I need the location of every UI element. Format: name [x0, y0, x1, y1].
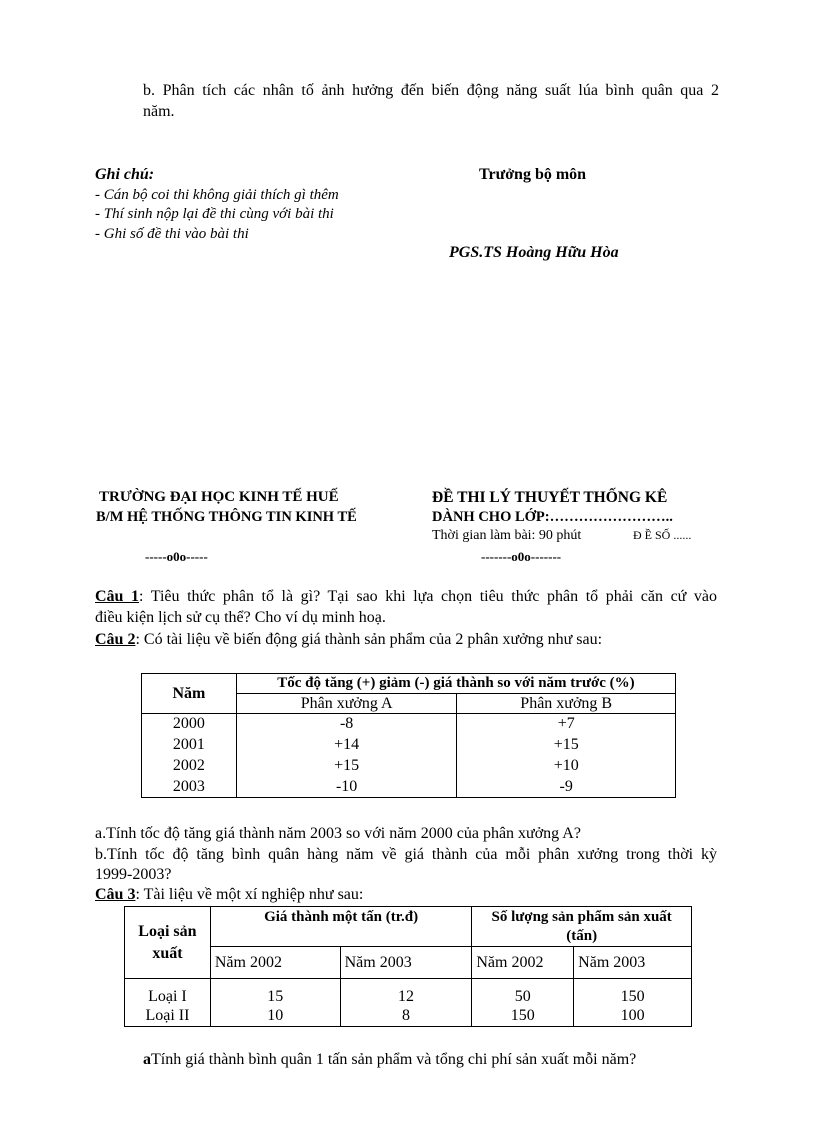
production-table [124, 906, 692, 1027]
question-3a-prefix: a [143, 1051, 151, 1068]
header-workshop-b: Phân xưởng B [457, 694, 676, 714]
table-row [142, 714, 676, 735]
question-3a [143, 1051, 636, 1069]
cell-price-2003: 8 [340, 1007, 472, 1027]
header-year: Năm [142, 674, 237, 714]
question-2b-line1: b.Tính tốc độ tăng bình quân hàng năm về giá thành của mỗi phân xưởng trong thời kỳ [95, 846, 717, 863]
cell-year: 2003 [142, 777, 237, 798]
question-3-text: : Tài liệu về một xí nghiệp như sau: [135, 886, 364, 903]
cell-price-2003: 12 [340, 987, 472, 1007]
question-1-line1 [95, 588, 717, 606]
header-quantity-group: Số lượng sản phẩm sản xuất (tấn) [472, 907, 692, 947]
part-b-line2: năm. [143, 103, 175, 120]
exam-separator: -------o0o------- [481, 549, 562, 564]
cell-b: +15 [457, 735, 676, 756]
price-change-table [141, 673, 676, 798]
table-row [142, 777, 676, 798]
cell-type: Loại II [125, 1007, 211, 1027]
question-2b-line2: 1999-2003? [95, 866, 172, 883]
notes-title: Ghi chú: [95, 166, 155, 183]
table-row [142, 756, 676, 777]
class-line: DÀNH CHO LỚP:…………………….. [432, 509, 673, 525]
question-2-label: Câu 2 [95, 631, 136, 648]
cell-a: +15 [236, 756, 457, 777]
cell-qty-2003: 100 [574, 1007, 692, 1027]
cell-a: +14 [236, 735, 457, 756]
signature-name: PGS.TS Hoàng Hữu Hòa [449, 244, 619, 261]
cell-a: -8 [236, 714, 457, 735]
cell-price-2002: 10 [210, 1007, 340, 1027]
question-2-intro [95, 631, 602, 649]
cell-b: +10 [457, 756, 676, 777]
part-b-line1: b. Phân tích các nhân tố ảnh hưởng đến biến động năng suất lúa bình quân qua 2 [143, 82, 719, 99]
signature-role: Trưởng bộ môn [479, 166, 587, 183]
header-price-group: Giá thành một tấn (tr.đ) [210, 907, 471, 947]
header-rate-group: Tốc độ tăng (+) giảm (-) giá thành so với năm trước (%) [236, 674, 675, 694]
question-2-text: : Có tài liệu về biến động giá thành sản phẩm của 2 phân xưởng như sau: [135, 631, 603, 648]
header-price-2003: Năm 2003 [340, 947, 472, 979]
school-name: TRƯỜNG ĐẠI HỌC KINH TẾ HUẾ [99, 489, 339, 505]
question-3-intro [95, 886, 363, 904]
cell-b: -9 [457, 777, 676, 798]
header-qty-2002: Năm 2002 [472, 947, 574, 979]
exam-title: ĐỀ THI LÝ THUYẾT THỐNG KÊ [432, 489, 668, 506]
header-workshop-a: Phân xưởng A [236, 694, 457, 714]
cell-qty-2003: 150 [574, 987, 692, 1007]
header-qty-2003: Năm 2003 [574, 947, 692, 979]
time-line: Thời gian làm bài: 90 phút [432, 528, 582, 543]
table-row [125, 987, 692, 1007]
header-product-type-1: Loại sản [138, 922, 197, 940]
cell-year: 2002 [142, 756, 237, 777]
table-row [125, 1007, 692, 1027]
department-name: B/M HỆ THỐNG THÔNG TIN KINH TẾ [96, 509, 357, 525]
question-3-label: Câu 3 [95, 886, 136, 903]
note-item: - Cán bộ coi thi không giải thích gì thêm [95, 187, 339, 203]
cell-b: +7 [457, 714, 676, 735]
question-2a: a.Tính tốc độ tăng giá thành năm 2003 so với năm 2000 của phân xưởng A? [95, 825, 581, 842]
school-separator: -----o0o----- [145, 549, 208, 564]
question-3a-text: Tính giá thành bình quân 1 tấn sản phẩm và tổng chi phí sản xuất mỗi năm? [151, 1051, 637, 1068]
question-1-line2: điều kiện lịch sử cụ thể? Cho ví dụ minh hoạ. [95, 609, 386, 626]
cell-type: Loại I [125, 987, 211, 1007]
cell-qty-2002: 150 [472, 1007, 574, 1027]
header-product-type-2: xuất [152, 944, 183, 962]
cell-year: 2001 [142, 735, 237, 756]
header-product-type [125, 907, 211, 979]
table-row [142, 735, 676, 756]
note-item: - Thí sinh nộp lại đề thi cùng với bài thi [95, 206, 334, 222]
note-item: - Ghi số đề thi vào bài thi [95, 226, 249, 242]
cell-year: 2000 [142, 714, 237, 735]
question-1-text: : Tiêu thức phân tổ là gì? Tại sao khi lựa chọn tiêu thức phân tổ phải căn cứ vào [139, 588, 718, 605]
header-price-2002: Năm 2002 [210, 947, 340, 979]
cell-price-2002: 15 [210, 987, 340, 1007]
cell-qty-2002: 50 [472, 987, 574, 1007]
cell-a: -10 [236, 777, 457, 798]
exam-number: Đ Ề SỐ ...... [633, 528, 692, 542]
question-1-label: Câu 1 [95, 588, 140, 605]
